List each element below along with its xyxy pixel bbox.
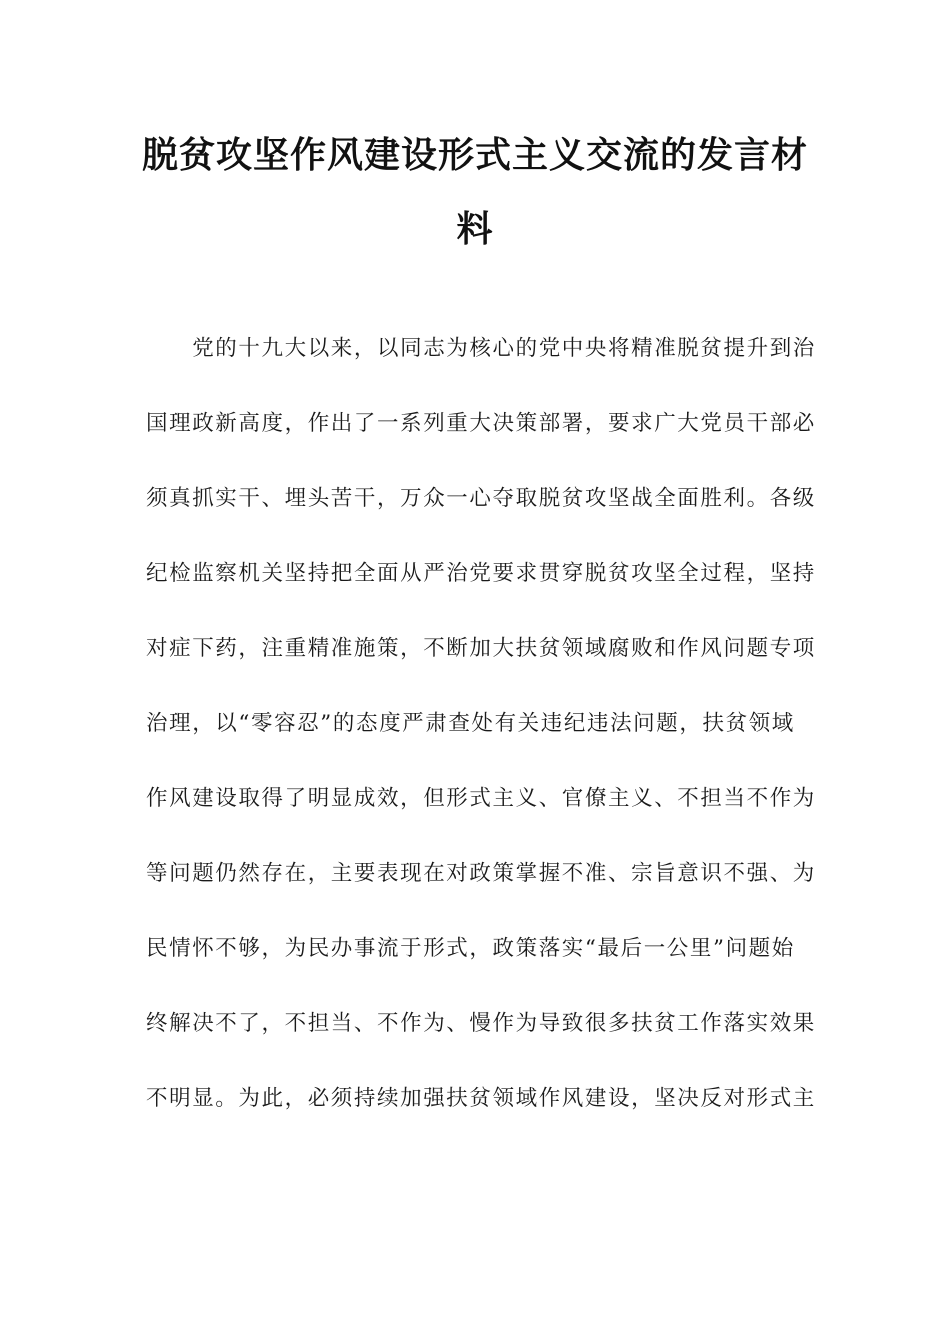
- document-body: [146, 311, 816, 1136]
- paragraph-line: 对症下药，注重精准施策，不断加大扶贫领域腐败和作风问题专项: [146, 636, 816, 661]
- paragraph-line: 须真抓实干、埋头苦干，万众一心夺取脱贫攻坚战全面胜利。各级: [146, 486, 816, 511]
- paragraph-line: 民情怀不够，为民办事流于形式，政策落实“最后一公里”问题始: [146, 936, 795, 961]
- paragraph-line: 不明显。为此，必须持续加强扶贫领域作风建设，坚决反对形式主: [146, 1086, 816, 1111]
- paragraph-line: 纪检监察机关坚持把全面从严治党要求贯穿脱贫攻坚全过程，坚持: [146, 561, 816, 586]
- title-line: 料: [456, 208, 494, 250]
- paragraph-line: 党的十九大以来，以同志为核心的党中央将精准脱贫提升到治: [146, 336, 816, 361]
- paragraph-line: 治理，以“零容忍”的态度严肃查处有关违纪违法问题，扶贫领域: [146, 711, 795, 736]
- document-title: [120, 118, 830, 266]
- paragraph-line: 等问题仍然存在，主要表现在对政策掌握不准、宗旨意识不强、为: [146, 861, 816, 886]
- paragraph-line: 终解决不了，不担当、不作为、慢作为导致很多扶贫工作落实效果: [146, 1011, 816, 1036]
- paragraph-line: 国理政新高度，作出了一系列重大决策部署，要求广大党员干部必: [146, 411, 816, 436]
- title-line: 脱贫攻坚作风建设形式主义交流的发言材: [141, 134, 808, 176]
- paragraph-line: 作风建设取得了明显成效，但形式主义、官僚主义、不担当不作为: [146, 786, 816, 811]
